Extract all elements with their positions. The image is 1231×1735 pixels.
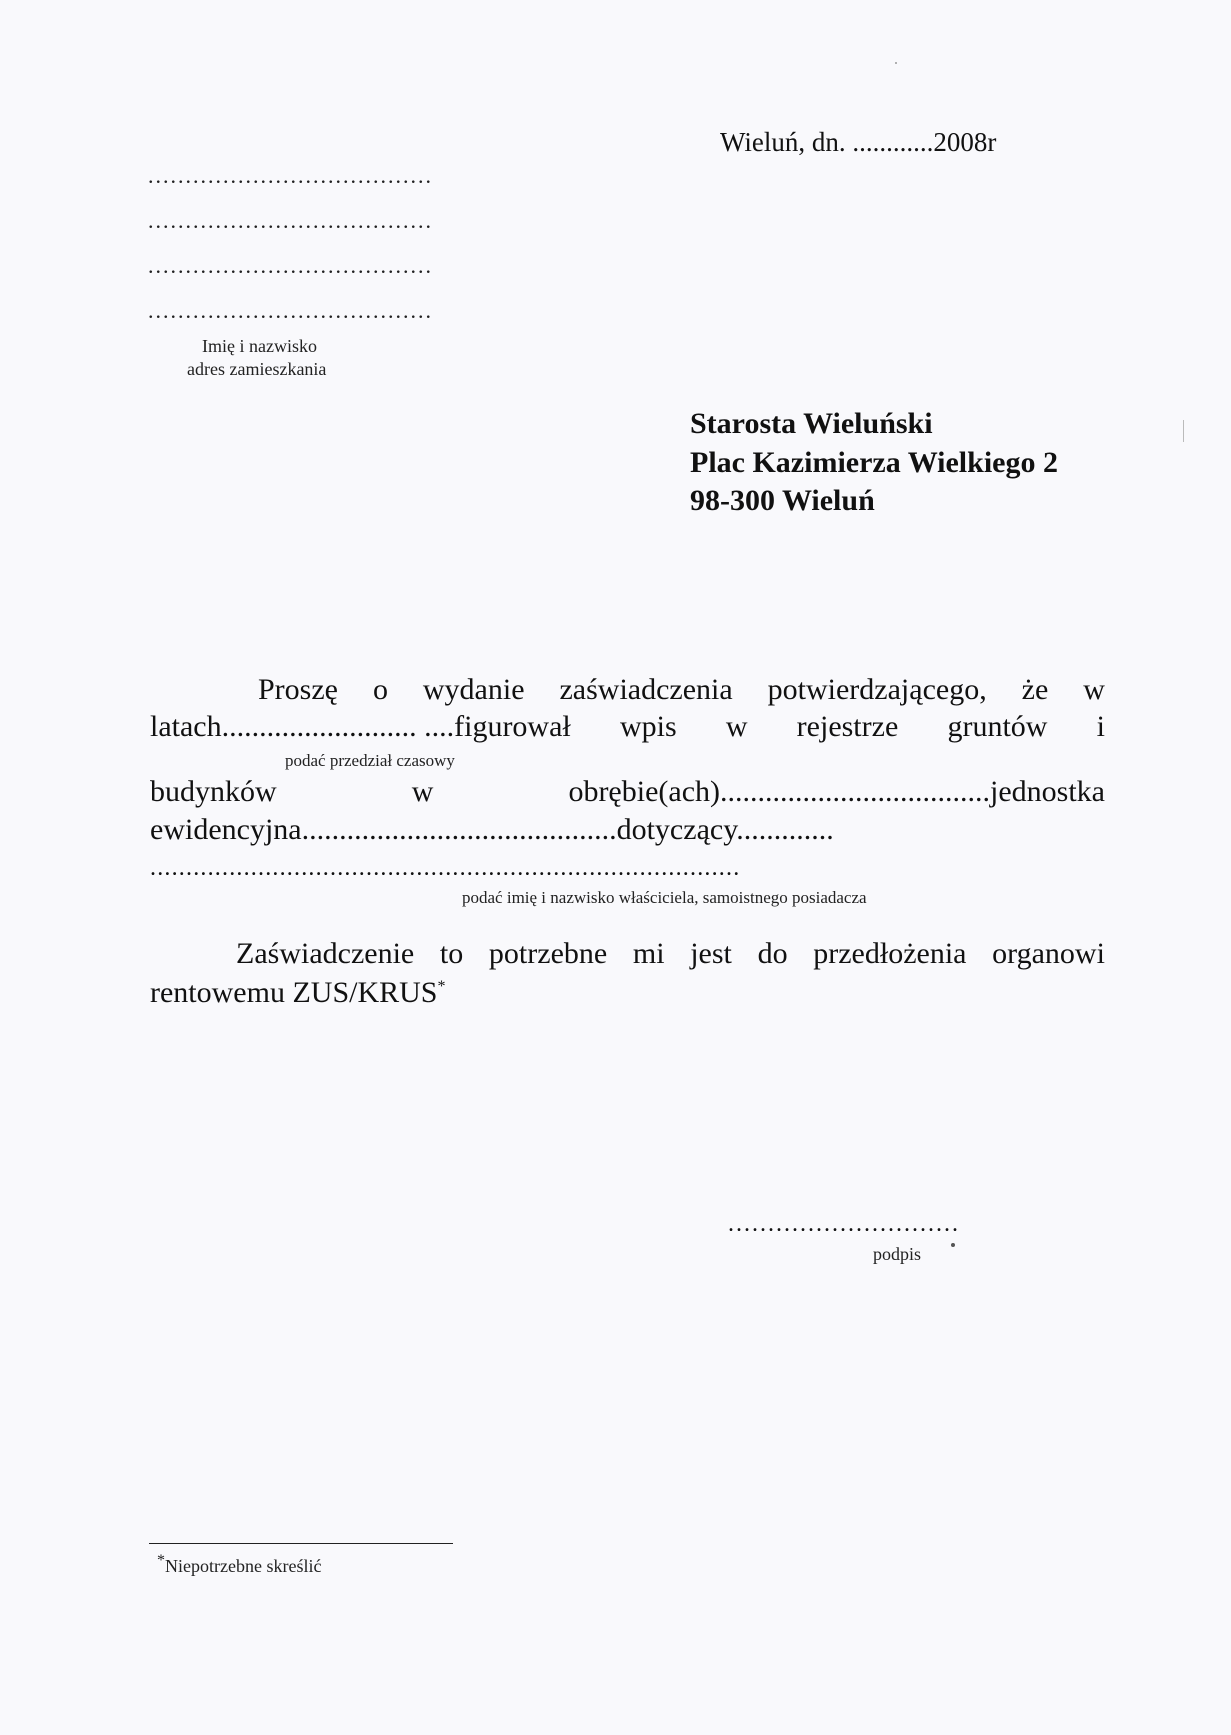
request-line-2 [150,710,1105,744]
word: w [1083,673,1105,706]
scan-speck [895,62,897,64]
sender-caption-name: Imię i nazwisko [202,336,317,356]
word: że [1021,673,1049,706]
purpose-text: rentowemu ZUS/KRUS [150,976,438,1009]
footnote-marker: * [157,1552,165,1569]
scan-speck [1183,420,1184,442]
word: i [1096,710,1105,743]
word: jest [690,937,732,970]
word: Zaświadczenie [236,937,415,970]
hint-owner: podać imię i nazwisko właściciela, samoistnego posiadacza [462,888,867,907]
purpose-line-1 [236,937,1105,971]
word: zaświadczenia [559,673,733,706]
sender-address-field-2: ...................................... [148,253,433,278]
word: obrębie(ach)....................................jednostka [568,775,1105,808]
sender-address-field-1: ...................................... [148,208,433,233]
request-line-1 [258,673,1105,707]
date-line: Wieluń, dn. ............2008r [720,127,997,157]
sender-name-field: ...................................... [148,163,433,188]
word: potrzebne [488,937,608,970]
word: mi [632,937,665,970]
word: gruntów [947,710,1048,743]
word: wydanie [422,673,525,706]
signature-label: podpis [873,1244,922,1264]
footnote-rule [149,1543,453,1544]
word: rejestrze [796,710,899,743]
footnote [157,1552,322,1577]
word: budynków [150,775,277,808]
word: potwierdzającego, [767,673,987,706]
word: Proszę [258,673,338,706]
word: do [757,937,788,970]
word: przedłożenia [813,937,967,970]
word: w [411,775,434,808]
recipient-street: Plac Kazimierza Wielkiego 2 [690,446,1058,479]
word: w [725,710,748,743]
sender-address-field-3: ...................................... [148,298,433,323]
recipient-city: 98-300 Wieluń [690,484,875,517]
word: organowi [992,937,1105,970]
request-line-4: ewidencyjna..........................................dotyczący............. [150,813,834,846]
word: latach.......................... ....figurował [150,710,571,743]
purpose-line-2 [150,976,446,1010]
request-line-3 [150,775,1105,809]
owner-field: .................................................................................. [150,855,741,881]
scan-speck [951,1243,955,1247]
word: o [372,673,388,706]
footnote-ref: * [437,978,446,995]
sender-caption-address: adres zamieszkania [187,359,327,379]
recipient-name: Starosta Wieluński [690,407,933,440]
word: to [439,937,464,970]
signature-field: ............................. [728,1211,960,1237]
word: wpis [619,710,677,743]
hint-period: podać przedział czasowy [285,751,455,770]
footnote-text: Niepotrzebne skreślić [165,1556,322,1576]
